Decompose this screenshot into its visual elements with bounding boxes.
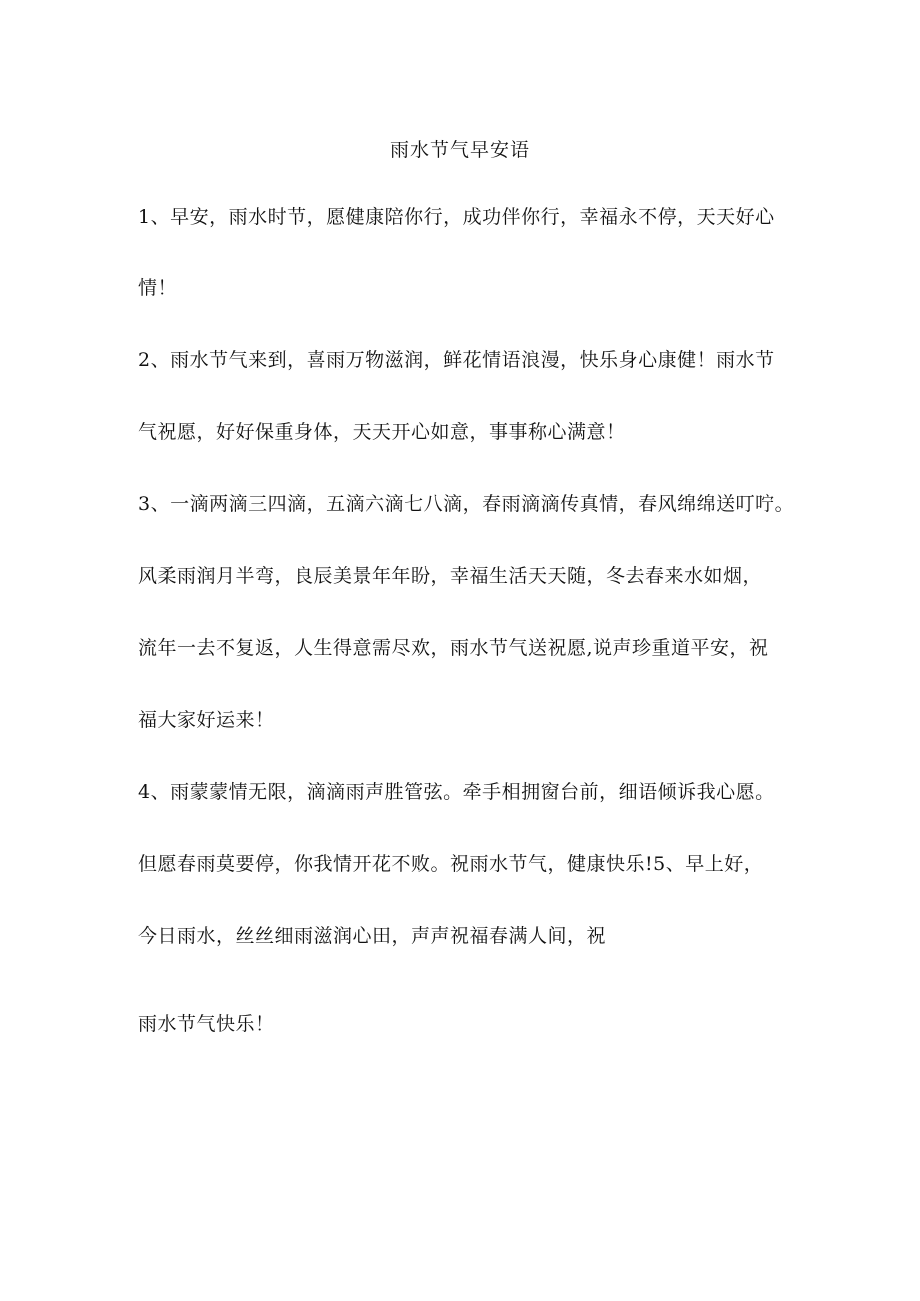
text-line: 3、一滴两滴三四滴，五滴六滴七八滴，春雨滴滴传真情，春风绵绵送叮咛。 — [138, 493, 795, 515]
text-line: 情！ — [138, 277, 178, 299]
text-line: 今日雨水，丝丝细雨滋润心田，声声祝福春满人间，祝 — [138, 925, 607, 947]
text-line: 气祝愿，好好保重身体，天天开心如意，事事称心满意！ — [138, 421, 626, 443]
text-line: 流年一去不复返，人生得意需尽欢，雨水节气送祝愿,说声珍重道平安，祝 — [138, 637, 769, 659]
text-line: 风柔雨润月半弯，良辰美景年年盼，幸福生活天天随，冬去春来水如烟， — [138, 565, 763, 587]
text-line: 但愿春雨莫要停，你我情开花不败。祝雨水节气，健康快乐!5、早上好， — [138, 853, 764, 875]
document-title: 雨水节气早安语 — [389, 139, 530, 161]
text-line: 福大家好运来！ — [138, 709, 275, 731]
text-line: 雨水节气快乐！ — [138, 1013, 275, 1035]
text-line: 2、雨水节气来到，喜雨万物滋润，鲜花情语浪漫，快乐身心康健！雨水节 — [138, 349, 775, 371]
text-line: 4、雨蒙蒙情无限，滴滴雨声胜管弦。牵手相拥窗台前，细语倾诉我心愿。 — [138, 781, 775, 803]
text-line: 1、早安，雨水时节，愿健康陪你行，成功伴你行，幸福永不停，天天好心 — [138, 206, 775, 228]
